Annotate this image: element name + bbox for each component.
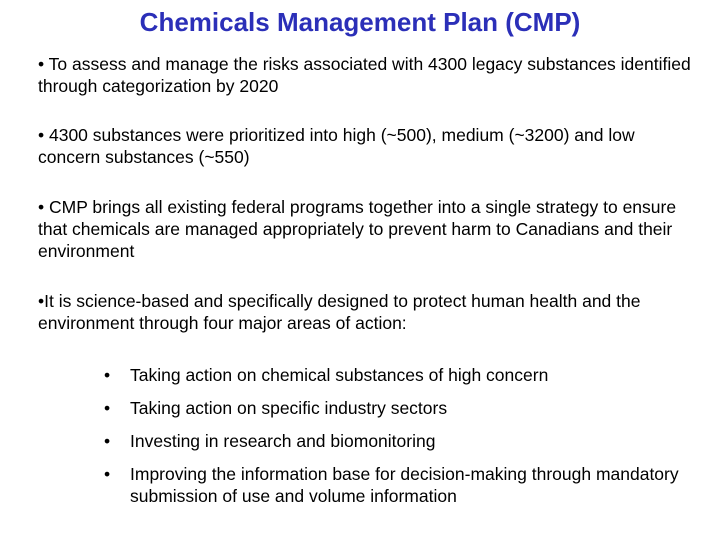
list-item bbox=[104, 364, 704, 386]
paragraph-science-based: •It is science-based and specifically designed to protect human health and the environment through four major areas of action: bbox=[38, 291, 641, 333]
list-item-text: Investing in research and biomonitoring bbox=[130, 431, 436, 451]
paragraph-federal-programs: • CMP brings all existing federal programs together into a single strategy to ensure that chemicals are managed appropriately to prevent harm to Canadians and their environment bbox=[38, 197, 677, 261]
list-item-text: Taking action on specific industry sectors bbox=[130, 398, 448, 418]
list-item-text: Taking action on chemical substances of high concern bbox=[130, 365, 549, 385]
areas-of-action-list bbox=[104, 364, 704, 507]
paragraph-prioritization: • 4300 substances were prioritized into high (~500), medium (~3200) and low concern substances (~550) bbox=[38, 125, 635, 167]
list-item bbox=[104, 463, 704, 507]
bullet-icon: • bbox=[104, 398, 111, 418]
bullet-icon: • bbox=[104, 431, 111, 451]
list-item bbox=[104, 430, 704, 452]
list-item bbox=[104, 397, 704, 419]
paragraph-assess-risks: • To assess and manage the risks associated with 4300 legacy substances identified through categorization by 2020 bbox=[38, 54, 691, 96]
slide-title: Chemicals Management Plan (CMP) bbox=[139, 7, 581, 37]
bullet-icon: • bbox=[104, 365, 111, 385]
list-item-text: Improving the information base for decision-making through mandatory submission of use and volume information bbox=[130, 464, 679, 506]
bullet-icon: • bbox=[104, 464, 111, 484]
